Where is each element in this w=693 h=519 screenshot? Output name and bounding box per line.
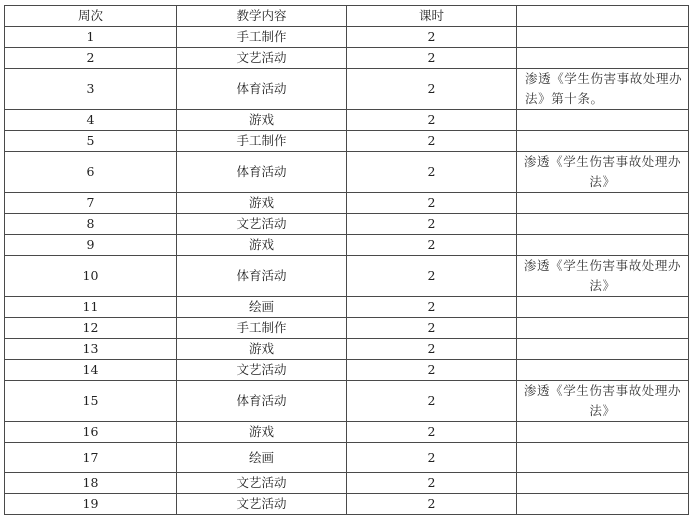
cell-week: 10 <box>5 256 177 297</box>
cell-content: 游戏 <box>177 422 347 443</box>
cell-content: 文艺活动 <box>177 214 347 235</box>
table-row <box>5 473 689 494</box>
cell-note <box>517 422 689 443</box>
header-row <box>5 6 689 27</box>
cell-content: 体育活动 <box>177 381 347 422</box>
cell-hours: 2 <box>347 381 517 422</box>
table-row <box>5 152 689 193</box>
cell-content: 文艺活动 <box>177 494 347 515</box>
table-row <box>5 131 689 152</box>
cell-hours: 2 <box>347 422 517 443</box>
cell-week: 9 <box>5 235 177 256</box>
cell-note <box>517 494 689 515</box>
cell-week: 13 <box>5 339 177 360</box>
cell-hours: 2 <box>347 256 517 297</box>
table-row <box>5 318 689 339</box>
cell-week: 7 <box>5 193 177 214</box>
header-note <box>517 6 689 27</box>
cell-note <box>517 360 689 381</box>
cell-note <box>517 235 689 256</box>
table-row <box>5 422 689 443</box>
cell-hours: 2 <box>347 110 517 131</box>
cell-week: 15 <box>5 381 177 422</box>
table-row <box>5 494 689 515</box>
cell-week: 19 <box>5 494 177 515</box>
cell-note <box>517 318 689 339</box>
cell-note <box>517 27 689 48</box>
cell-note: 渗透《学生伤害事故处理办法》第十条。 <box>517 69 689 110</box>
cell-content: 游戏 <box>177 235 347 256</box>
cell-note <box>517 193 689 214</box>
table-row <box>5 193 689 214</box>
cell-hours: 2 <box>347 494 517 515</box>
table-row <box>5 256 689 297</box>
cell-content: 文艺活动 <box>177 360 347 381</box>
table-row <box>5 443 689 473</box>
cell-week: 14 <box>5 360 177 381</box>
cell-week: 2 <box>5 48 177 69</box>
cell-note <box>517 110 689 131</box>
cell-content: 文艺活动 <box>177 48 347 69</box>
cell-content: 游戏 <box>177 193 347 214</box>
table-row <box>5 110 689 131</box>
cell-note <box>517 48 689 69</box>
cell-week: 11 <box>5 297 177 318</box>
cell-hours: 2 <box>347 318 517 339</box>
table-row <box>5 214 689 235</box>
cell-note <box>517 339 689 360</box>
cell-content: 游戏 <box>177 110 347 131</box>
cell-hours: 2 <box>347 48 517 69</box>
cell-hours: 2 <box>347 360 517 381</box>
cell-note: 渗透《学生伤害事故处理办法》 <box>517 152 689 193</box>
cell-hours: 2 <box>347 473 517 494</box>
cell-hours: 2 <box>347 214 517 235</box>
cell-hours: 2 <box>347 339 517 360</box>
cell-content: 体育活动 <box>177 69 347 110</box>
table-row <box>5 48 689 69</box>
cell-note: 渗透《学生伤害事故处理办法》 <box>517 381 689 422</box>
cell-hours: 2 <box>347 193 517 214</box>
cell-week: 18 <box>5 473 177 494</box>
cell-hours: 2 <box>347 297 517 318</box>
cell-week: 8 <box>5 214 177 235</box>
cell-content: 体育活动 <box>177 256 347 297</box>
table-row <box>5 27 689 48</box>
cell-week: 16 <box>5 422 177 443</box>
cell-week: 5 <box>5 131 177 152</box>
table-row <box>5 235 689 256</box>
table-row <box>5 360 689 381</box>
cell-content: 游戏 <box>177 339 347 360</box>
cell-content: 手工制作 <box>177 27 347 48</box>
cell-week: 12 <box>5 318 177 339</box>
cell-week: 1 <box>5 27 177 48</box>
table-row <box>5 339 689 360</box>
cell-hours: 2 <box>347 152 517 193</box>
header-hours: 课时 <box>347 6 517 27</box>
cell-content: 体育活动 <box>177 152 347 193</box>
cell-week: 6 <box>5 152 177 193</box>
cell-content: 手工制作 <box>177 318 347 339</box>
cell-week: 4 <box>5 110 177 131</box>
cell-note <box>517 473 689 494</box>
cell-note <box>517 297 689 318</box>
cell-content: 手工制作 <box>177 131 347 152</box>
cell-note <box>517 443 689 473</box>
header-content: 教学内容 <box>177 6 347 27</box>
cell-hours: 2 <box>347 443 517 473</box>
cell-note: 渗透《学生伤害事故处理办法》 <box>517 256 689 297</box>
cell-hours: 2 <box>347 235 517 256</box>
schedule-table <box>4 5 689 515</box>
cell-content: 绘画 <box>177 443 347 473</box>
cell-hours: 2 <box>347 131 517 152</box>
table-row <box>5 297 689 318</box>
table-row <box>5 69 689 110</box>
header-week: 周次 <box>5 6 177 27</box>
cell-week: 3 <box>5 69 177 110</box>
cell-hours: 2 <box>347 27 517 48</box>
table-row <box>5 381 689 422</box>
cell-week: 17 <box>5 443 177 473</box>
cell-content: 绘画 <box>177 297 347 318</box>
cell-note <box>517 131 689 152</box>
cell-content: 文艺活动 <box>177 473 347 494</box>
cell-hours: 2 <box>347 69 517 110</box>
cell-note <box>517 214 689 235</box>
